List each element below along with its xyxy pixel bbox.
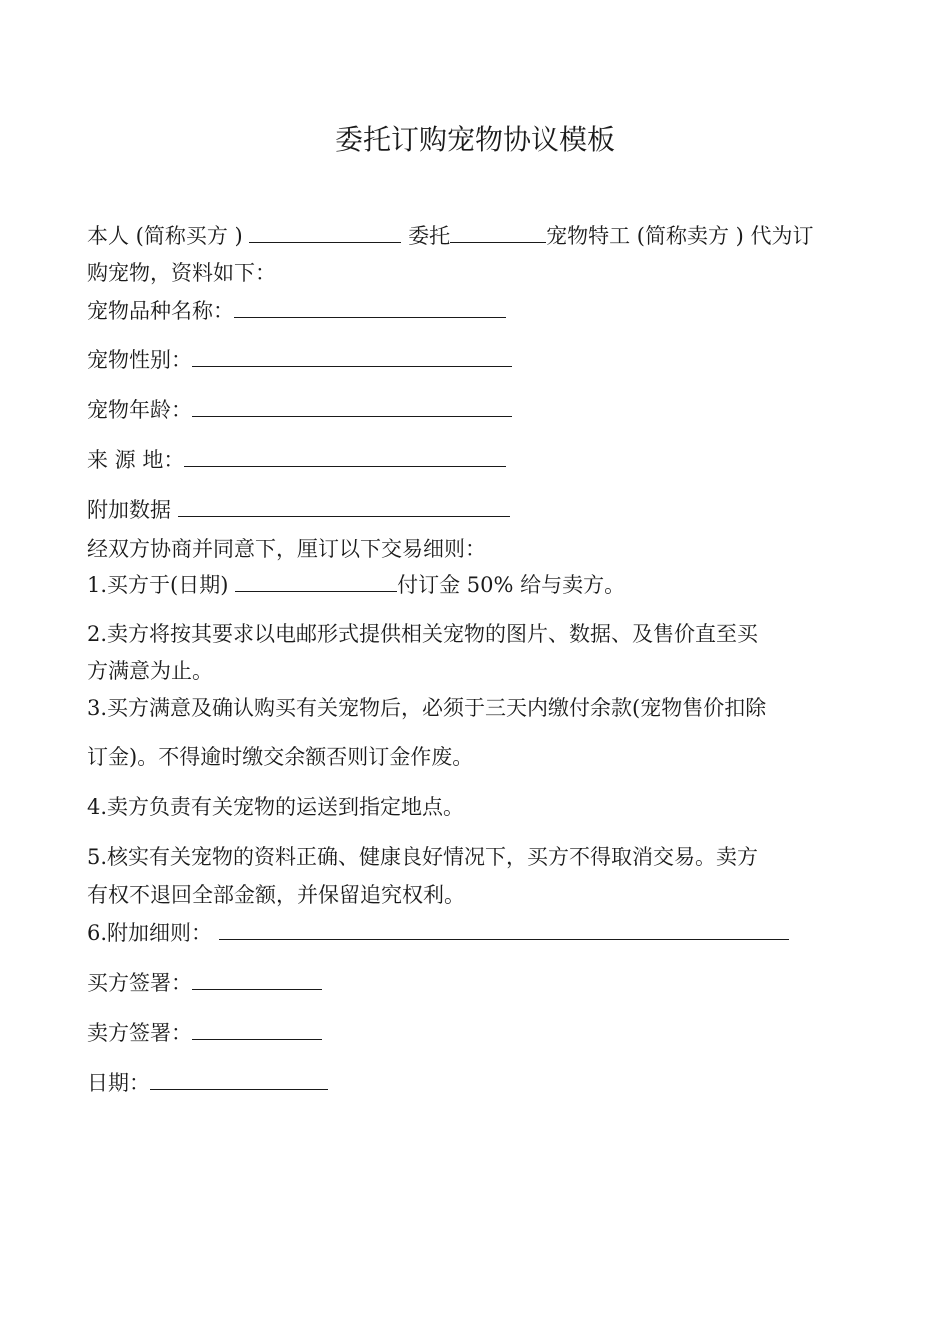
term-3-line-2: 订金)。不得逾时缴交余额否则订金作废。 (87, 745, 474, 769)
origin-label: 来 源 地： (87, 448, 185, 472)
origin-blank[interactable] (184, 444, 506, 467)
term-1-label: 1.买方于(日期) (87, 573, 236, 597)
extra-blank[interactable] (178, 494, 510, 517)
origin-field (87, 444, 506, 475)
seller-signature (87, 1017, 322, 1048)
intro-entrust-label: 委托 (401, 224, 451, 248)
signature-date-blank[interactable] (150, 1067, 328, 1090)
date-signature-label: 日期： (87, 1071, 150, 1095)
term-2-line-1: 2.卖方将按其要求以电邮形式提供相关宠物的图片、数据、及售价直至买 (87, 622, 759, 646)
breed-blank[interactable] (234, 295, 506, 318)
seller-name-blank[interactable] (450, 220, 546, 243)
additional-terms-blank[interactable] (219, 917, 789, 940)
extra-field (87, 494, 510, 525)
agreement-intro: 经双方协商并同意下，厘订以下交易细则： (87, 537, 486, 561)
term-6 (87, 917, 789, 948)
age-label: 宠物年龄： (87, 398, 192, 422)
term-4: 4.卖方负责有关宠物的运送到指定地点。 (87, 795, 465, 819)
date-signature (87, 1067, 328, 1098)
term-5-line-1: 5.核实有关宠物的资料正确、健康良好情况下，买方不得取消交易。卖方 (87, 845, 759, 869)
breed-field (87, 295, 506, 326)
breed-label: 宠物品种名称： (87, 299, 234, 323)
gender-blank[interactable] (192, 344, 512, 367)
age-blank[interactable] (192, 394, 512, 417)
seller-signature-label: 卖方签署： (87, 1021, 192, 1045)
intro-line-1 (87, 220, 814, 251)
extra-label: 附加数据 (87, 498, 178, 522)
term-1 (87, 569, 625, 600)
gender-label: 宠物性别： (87, 348, 192, 372)
buyer-signature-blank[interactable] (192, 967, 322, 990)
age-field (87, 394, 512, 425)
seller-signature-blank[interactable] (192, 1017, 322, 1040)
intro-seller-label: 宠物特工 (简称卖方 ) 代为订 (546, 224, 814, 248)
term-2-line-2: 方满意为止。 (87, 659, 213, 683)
term-1-rest: 付订金 50% 给与卖方。 (397, 573, 626, 597)
buyer-signature-label: 买方签署： (87, 971, 192, 995)
buyer-name-blank[interactable] (249, 220, 401, 243)
intro-line-2: 购宠物，资料如下： (87, 261, 276, 285)
gender-field (87, 344, 512, 375)
term-3-line-1: 3.买方满意及确认购买有关宠物后，必须于三天内缴付余款(宠物售价扣除 (87, 696, 767, 720)
buyer-signature (87, 967, 322, 998)
term-5-line-2: 有权不退回全部金额，并保留追究权利。 (87, 883, 465, 907)
term-6-label: 6.附加细则： (87, 921, 219, 945)
document-title: 委托订购宠物协议模板 (334, 123, 615, 156)
date-blank[interactable] (235, 569, 397, 592)
intro-buyer-label: 本人 (简称买方 ) (87, 224, 250, 248)
